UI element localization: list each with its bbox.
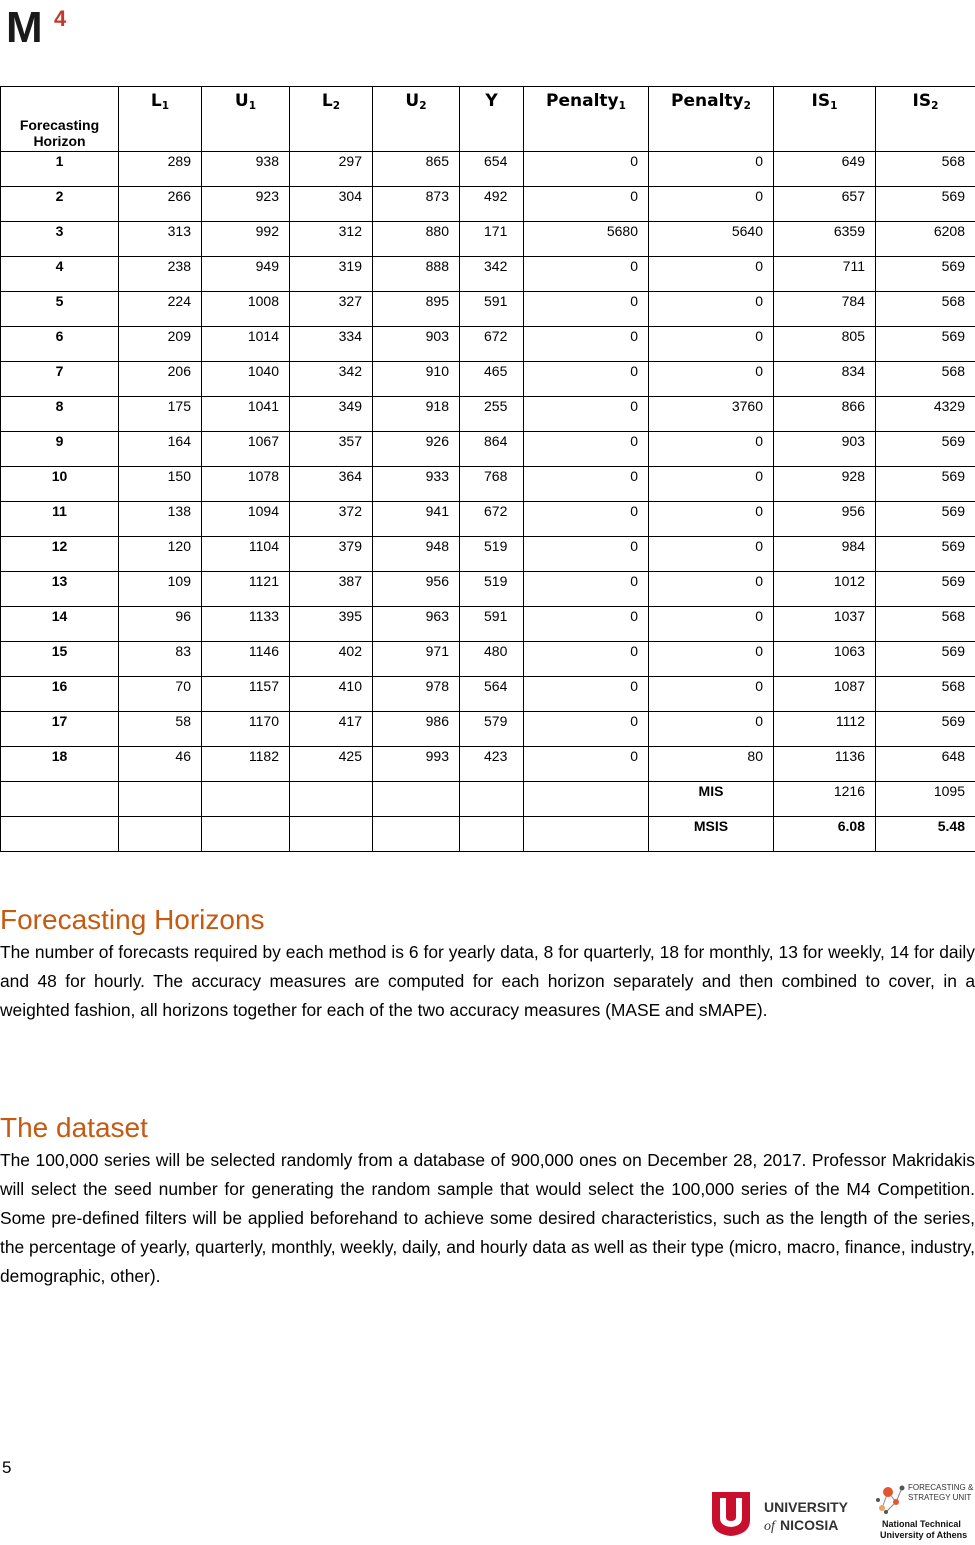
university-of-nicosia-logo [710, 1490, 860, 1538]
table-row [1, 502, 975, 537]
cell-y: 579 [460, 712, 524, 747]
table-row [1, 712, 975, 747]
cell-is1: 834 [774, 362, 876, 397]
cell-l1: 224 [119, 292, 202, 327]
cell-u2: 880 [373, 222, 460, 257]
cell-is2: 569 [876, 572, 975, 607]
cell-horizon: 18 [1, 747, 119, 782]
cell-is1: 711 [774, 257, 876, 292]
table-row [1, 187, 975, 222]
table-row [1, 677, 975, 712]
cell-u1: 1121 [202, 572, 290, 607]
cell-l2: 342 [290, 362, 373, 397]
cell-is1: 956 [774, 502, 876, 537]
col-header-u1: $U_1$ [202, 87, 290, 152]
cell-penalty1: 0 [524, 572, 649, 607]
cell-penalty1: 0 [524, 677, 649, 712]
cell-is2: 568 [876, 677, 975, 712]
col-header-penalty1: Penalty$_1$ [524, 87, 649, 152]
section-title: The dataset [0, 1110, 975, 1146]
cell-penalty1: 0 [524, 327, 649, 362]
cell-penalty2: 0 [649, 327, 774, 362]
cell-y: 480 [460, 642, 524, 677]
cell-u1: 992 [202, 222, 290, 257]
cell-y: 423 [460, 747, 524, 782]
cell-l1: 109 [119, 572, 202, 607]
cell-penalty1: 0 [524, 467, 649, 502]
cell-horizon: 10 [1, 467, 119, 502]
cell-is1: 6359 [774, 222, 876, 257]
cell-l2: 334 [290, 327, 373, 362]
cell-l1: 138 [119, 502, 202, 537]
empty-cell [1, 817, 119, 852]
empty-cell [119, 817, 202, 852]
cell-u1: 1146 [202, 642, 290, 677]
cell-l2: 417 [290, 712, 373, 747]
summary-row [1, 817, 975, 852]
cell-penalty2: 0 [649, 607, 774, 642]
cell-is2: 4329 [876, 397, 975, 432]
cell-horizon: 12 [1, 537, 119, 572]
empty-cell [1, 782, 119, 817]
cell-l1: 289 [119, 152, 202, 187]
summary-is1: 6.08 [774, 817, 876, 852]
cell-l1: 96 [119, 607, 202, 642]
cell-penalty1: 0 [524, 152, 649, 187]
table-row [1, 432, 975, 467]
ntua-forecasting-unit-logo [872, 1478, 975, 1540]
cell-y: 519 [460, 537, 524, 572]
cell-penalty2: 0 [649, 712, 774, 747]
cell-penalty1: 0 [524, 607, 649, 642]
cell-y: 342 [460, 257, 524, 292]
summary-label: MSIS [649, 817, 774, 852]
cell-u2: 963 [373, 607, 460, 642]
cell-l2: 387 [290, 572, 373, 607]
cell-u2: 910 [373, 362, 460, 397]
cell-is1: 1087 [774, 677, 876, 712]
cell-u2: 888 [373, 257, 460, 292]
cell-is2: 569 [876, 467, 975, 502]
cell-is2: 569 [876, 642, 975, 677]
section-forecasting-horizons [0, 902, 975, 1025]
cell-u1: 1014 [202, 327, 290, 362]
cell-u2: 948 [373, 537, 460, 572]
cell-y: 465 [460, 362, 524, 397]
cell-l2: 364 [290, 467, 373, 502]
empty-cell [524, 817, 649, 852]
cell-is2: 648 [876, 747, 975, 782]
cell-u2: 941 [373, 502, 460, 537]
cell-u1: 949 [202, 257, 290, 292]
cell-y: 255 [460, 397, 524, 432]
cell-is2: 569 [876, 712, 975, 747]
cell-l1: 209 [119, 327, 202, 362]
cell-is2: 568 [876, 292, 975, 327]
cell-l1: 120 [119, 537, 202, 572]
cell-penalty2: 0 [649, 677, 774, 712]
cell-horizon: 6 [1, 327, 119, 362]
summary-is2: 1095 [876, 782, 975, 817]
cell-l2: 349 [290, 397, 373, 432]
col-header-u2: $U_2$ [373, 87, 460, 152]
section-dataset [0, 1110, 975, 1291]
empty-cell [290, 782, 373, 817]
cell-horizon: 16 [1, 677, 119, 712]
m4-logo-sup: 4 [54, 6, 67, 31]
cell-penalty1: 0 [524, 537, 649, 572]
cell-horizon: 17 [1, 712, 119, 747]
cell-is1: 805 [774, 327, 876, 362]
cell-y: 672 [460, 502, 524, 537]
cell-penalty2: 0 [649, 292, 774, 327]
cell-is2: 569 [876, 502, 975, 537]
cell-is1: 649 [774, 152, 876, 187]
cell-u1: 1094 [202, 502, 290, 537]
cell-u1: 1067 [202, 432, 290, 467]
table-row [1, 397, 975, 432]
cell-is1: 1063 [774, 642, 876, 677]
cell-penalty2: 0 [649, 187, 774, 222]
m4-logo [6, 6, 82, 46]
cell-is2: 568 [876, 607, 975, 642]
table-row [1, 152, 975, 187]
cell-penalty2: 5640 [649, 222, 774, 257]
cell-penalty2: 80 [649, 747, 774, 782]
cell-penalty1: 0 [524, 432, 649, 467]
summary-is1: 1216 [774, 782, 876, 817]
cell-is1: 1037 [774, 607, 876, 642]
cell-u1: 1182 [202, 747, 290, 782]
empty-cell [202, 817, 290, 852]
cell-u2: 918 [373, 397, 460, 432]
cell-u1: 1104 [202, 537, 290, 572]
cell-u1: 923 [202, 187, 290, 222]
empty-cell [524, 782, 649, 817]
cell-horizon: 8 [1, 397, 119, 432]
cell-u1: 1041 [202, 397, 290, 432]
col-header-penalty2: Penalty$_2$ [649, 87, 774, 152]
table-row [1, 537, 975, 572]
cell-is1: 928 [774, 467, 876, 502]
cell-penalty2: 0 [649, 257, 774, 292]
summary-is2: 5.48 [876, 817, 975, 852]
table-body [1, 152, 975, 852]
col-header-l1: $L_1$ [119, 87, 202, 152]
cell-penalty2: 0 [649, 362, 774, 397]
cell-is2: 569 [876, 257, 975, 292]
cell-u1: 1040 [202, 362, 290, 397]
section-paragraph: The number of forecasts required by each method is 6 for yearly data, 8 for quarterly, 18 for monthly, 13 for weekly, 14 for daily and 48 for hourly. The accuracy measures are computed for each horizon separately and then combined to cover, in a weighted fashion, all horizons together for each of the two accuracy measures (MASE and sMAPE). [0, 938, 975, 1025]
empty-cell [373, 782, 460, 817]
cell-is2: 569 [876, 537, 975, 572]
col-header-l2: $L_2$ [290, 87, 373, 152]
col-header-is2: $IS_2$ [876, 87, 975, 152]
cell-l1: 70 [119, 677, 202, 712]
cell-l1: 313 [119, 222, 202, 257]
cell-is1: 657 [774, 187, 876, 222]
cell-y: 864 [460, 432, 524, 467]
cell-horizon: 1 [1, 152, 119, 187]
summary-label: MIS [649, 782, 774, 817]
cell-is1: 1136 [774, 747, 876, 782]
cell-u1: 1078 [202, 467, 290, 502]
interval-scores-table [0, 86, 975, 852]
section-paragraph: The 100,000 series will be selected randomly from a database of 900,000 ones on December 28, 2017. Professor Makridakis will select the seed number for generating the random sample that would select the 100,000 series of the M4 Competition. Some pre-defined filters will be applied beforehand to achieve some desired characteristics, such as the length of the series, the percentage of yearly, quarterly, monthly, weekly, daily, and hourly data as well as their type (micro, macro, finance, industry, demographic, other). [0, 1146, 975, 1291]
cell-horizon: 5 [1, 292, 119, 327]
cell-l1: 164 [119, 432, 202, 467]
cell-u1: 938 [202, 152, 290, 187]
cell-horizon: 3 [1, 222, 119, 257]
empty-cell [290, 817, 373, 852]
cell-u2: 926 [373, 432, 460, 467]
ntua-line1: National Technical [882, 1519, 961, 1529]
unic-line1: UNIVERSITY [764, 1499, 849, 1515]
cell-penalty2: 0 [649, 432, 774, 467]
cell-u2: 873 [373, 187, 460, 222]
cell-u2: 933 [373, 467, 460, 502]
cell-is2: 568 [876, 362, 975, 397]
cell-is1: 866 [774, 397, 876, 432]
unic-line2-of: of [764, 1519, 777, 1534]
cell-u2: 956 [373, 572, 460, 607]
col-header-y: Y [460, 87, 524, 152]
empty-cell [202, 782, 290, 817]
cell-l1: 175 [119, 397, 202, 432]
network-nodes-icon [872, 1478, 975, 1540]
cell-u1: 1008 [202, 292, 290, 327]
cell-is2: 568 [876, 152, 975, 187]
cell-y: 768 [460, 467, 524, 502]
cell-l1: 206 [119, 362, 202, 397]
cell-y: 672 [460, 327, 524, 362]
table-row [1, 222, 975, 257]
cell-penalty1: 0 [524, 292, 649, 327]
cell-penalty2: 0 [649, 467, 774, 502]
cell-penalty1: 0 [524, 747, 649, 782]
cell-is1: 1112 [774, 712, 876, 747]
page-number: 5 [2, 1458, 11, 1478]
fsu-line1: FORECASTING & [908, 1483, 974, 1492]
cell-l1: 238 [119, 257, 202, 292]
cell-y: 591 [460, 607, 524, 642]
empty-cell [119, 782, 202, 817]
cell-l2: 372 [290, 502, 373, 537]
cell-penalty2: 0 [649, 642, 774, 677]
cell-u2: 903 [373, 327, 460, 362]
cell-is1: 903 [774, 432, 876, 467]
cell-horizon: 15 [1, 642, 119, 677]
cell-penalty1: 5680 [524, 222, 649, 257]
cell-is2: 569 [876, 327, 975, 362]
cell-penalty2: 0 [649, 152, 774, 187]
cell-penalty2: 0 [649, 537, 774, 572]
cell-u2: 865 [373, 152, 460, 187]
cell-u2: 978 [373, 677, 460, 712]
cell-l2: 304 [290, 187, 373, 222]
cell-u2: 986 [373, 712, 460, 747]
cell-u1: 1133 [202, 607, 290, 642]
cell-y: 492 [460, 187, 524, 222]
cell-penalty2: 0 [649, 502, 774, 537]
cell-l1: 46 [119, 747, 202, 782]
table-row [1, 257, 975, 292]
cell-l2: 327 [290, 292, 373, 327]
cell-penalty1: 0 [524, 502, 649, 537]
cell-l2: 402 [290, 642, 373, 677]
cell-y: 171 [460, 222, 524, 257]
col-header-horizon: Forecasting Horizon [1, 87, 119, 152]
cell-is1: 984 [774, 537, 876, 572]
cell-is2: 569 [876, 432, 975, 467]
cell-penalty1: 0 [524, 362, 649, 397]
cell-penalty2: 0 [649, 572, 774, 607]
table-row [1, 362, 975, 397]
cell-is1: 1012 [774, 572, 876, 607]
cell-horizon: 14 [1, 607, 119, 642]
cell-y: 591 [460, 292, 524, 327]
unic-shield-icon [710, 1490, 860, 1538]
cell-y: 564 [460, 677, 524, 712]
unic-line2: NICOSIA [780, 1517, 838, 1533]
cell-u2: 895 [373, 292, 460, 327]
cell-penalty1: 0 [524, 712, 649, 747]
cell-l2: 312 [290, 222, 373, 257]
cell-l2: 425 [290, 747, 373, 782]
cell-penalty2: 3760 [649, 397, 774, 432]
cell-l1: 150 [119, 467, 202, 502]
table-row [1, 607, 975, 642]
table-row [1, 292, 975, 327]
table-row [1, 572, 975, 607]
cell-horizon: 4 [1, 257, 119, 292]
cell-is2: 569 [876, 187, 975, 222]
cell-l2: 297 [290, 152, 373, 187]
cell-y: 654 [460, 152, 524, 187]
ntua-line2: University of Athens [880, 1530, 967, 1540]
empty-cell [460, 782, 524, 817]
cell-horizon: 9 [1, 432, 119, 467]
table-header-row [1, 87, 975, 152]
empty-cell [460, 817, 524, 852]
table-row [1, 747, 975, 782]
cell-u1: 1157 [202, 677, 290, 712]
table-row [1, 467, 975, 502]
table-row [1, 642, 975, 677]
cell-l2: 395 [290, 607, 373, 642]
cell-y: 519 [460, 572, 524, 607]
cell-l1: 58 [119, 712, 202, 747]
cell-u2: 971 [373, 642, 460, 677]
cell-is2: 6208 [876, 222, 975, 257]
cell-horizon: 13 [1, 572, 119, 607]
cell-penalty1: 0 [524, 257, 649, 292]
cell-horizon: 2 [1, 187, 119, 222]
cell-penalty1: 0 [524, 642, 649, 677]
empty-cell [373, 817, 460, 852]
cell-l2: 379 [290, 537, 373, 572]
cell-horizon: 7 [1, 362, 119, 397]
table-row [1, 327, 975, 362]
summary-row [1, 782, 975, 817]
m4-logo-letter: M [6, 6, 43, 46]
cell-u2: 993 [373, 747, 460, 782]
cell-horizon: 11 [1, 502, 119, 537]
cell-l1: 266 [119, 187, 202, 222]
cell-penalty1: 0 [524, 397, 649, 432]
cell-l2: 319 [290, 257, 373, 292]
section-title: Forecasting Horizons [0, 902, 975, 938]
cell-u1: 1170 [202, 712, 290, 747]
m4-logo-mark [6, 6, 82, 46]
cell-is1: 784 [774, 292, 876, 327]
cell-l1: 83 [119, 642, 202, 677]
cell-l2: 410 [290, 677, 373, 712]
cell-penalty1: 0 [524, 187, 649, 222]
col-header-is1: $IS_1$ [774, 87, 876, 152]
fsu-line2: STRATEGY UNIT [908, 1493, 971, 1502]
cell-l2: 357 [290, 432, 373, 467]
